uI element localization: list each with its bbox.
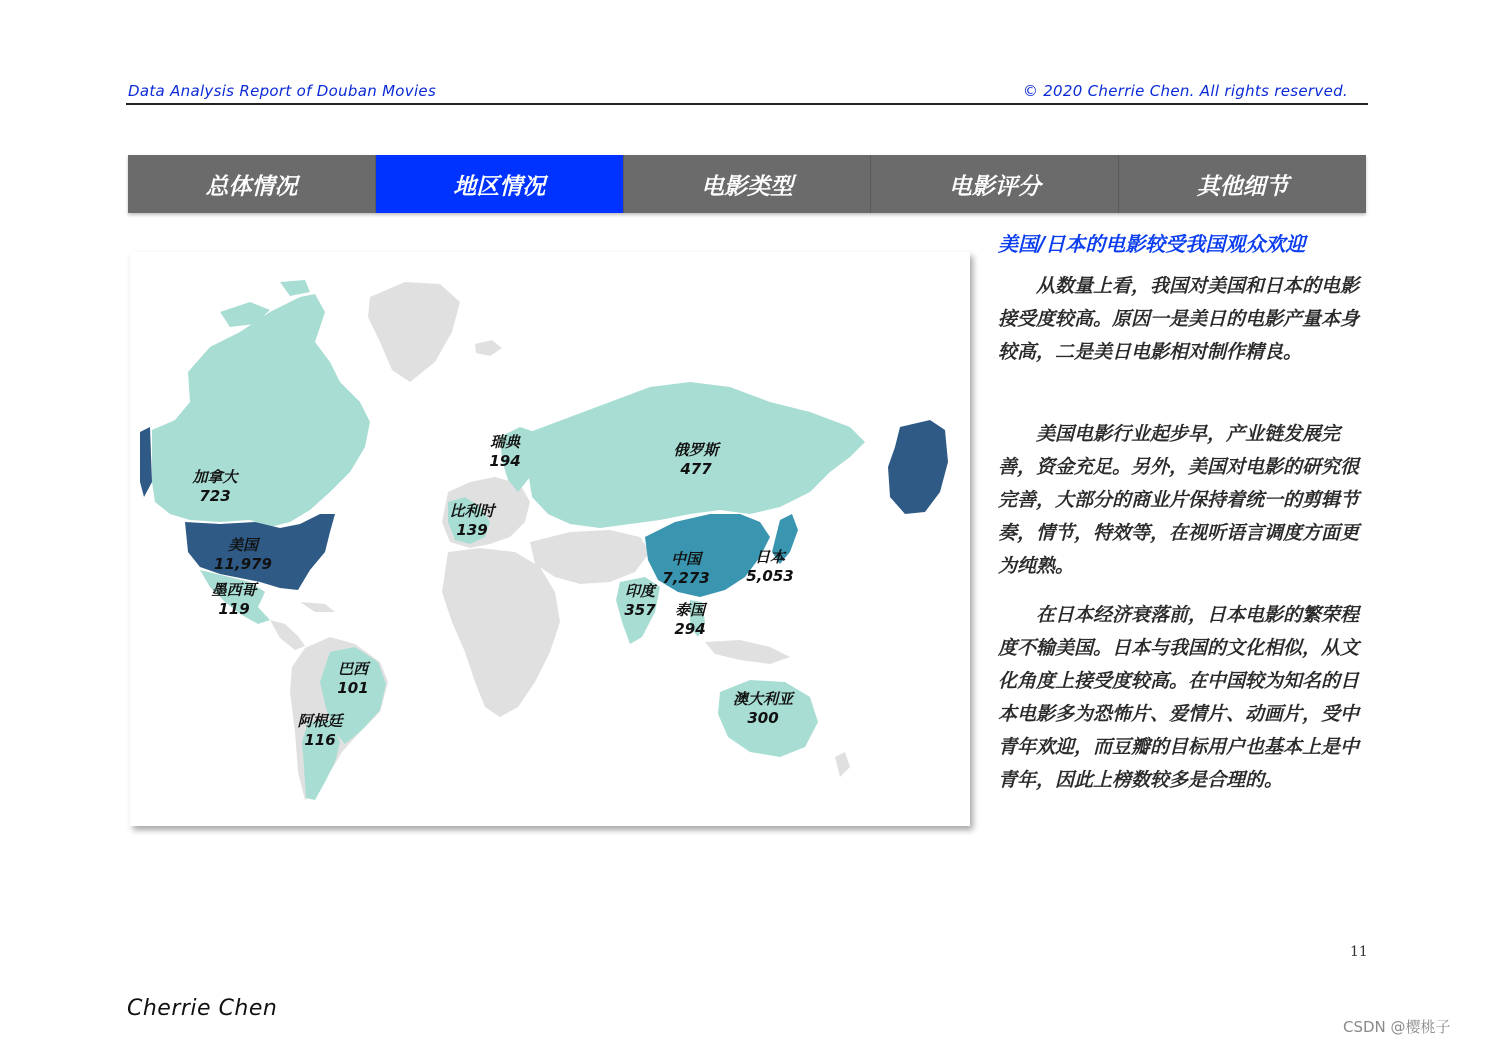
map-label-country: 墨西哥	[211, 581, 257, 599]
author-signature: Cherrie Chen	[127, 996, 278, 1021]
map-label-value: 139	[456, 521, 488, 539]
map-label-value: 300	[747, 709, 779, 727]
map-label-value: 477	[680, 460, 712, 478]
map-label-country: 巴西	[337, 660, 369, 678]
copyright-notice: © 2020 Cherrie Chen. All rights reserved.	[1022, 82, 1348, 100]
section-title: 美国/日本的电影较受我国观众欢迎	[998, 232, 1306, 256]
region-far-east	[888, 420, 948, 514]
paragraph-3: 在日本经济衰落前，日本电影的繁荣程度不输美国。日本与我国的文化相似，从文化角度上接受度较高。在中国较为知名的日本电影多为恐怖片、爱情片、动画片，受中青年欢迎，而豆瓣的目标用户也基本上是中青年，因此上榜数较多是合理的。	[998, 604, 1360, 791]
map-label-value: 294	[674, 620, 706, 638]
tab-rating[interactable]: 电影评分	[871, 155, 1119, 213]
region-alaska	[140, 427, 152, 497]
header-divider	[126, 103, 1368, 105]
region-iceland	[475, 340, 502, 356]
region-caribbean	[300, 602, 335, 612]
map-label-value: 5,053	[746, 567, 794, 585]
region-africa	[442, 548, 560, 717]
region-middle-east	[530, 530, 650, 584]
paragraph-2: 美国电影行业起步早，产业链发展完善，资金充足。另外，美国对电影的研究很完善，大部分的商业片保持着统一的剪辑节奏，情节，特效等，在视听语言调度方面更为纯熟。	[998, 423, 1360, 577]
page-number: 11	[1350, 944, 1368, 960]
tab-region[interactable]: 地区情况	[376, 155, 624, 213]
map-label-country: 比利时	[449, 502, 495, 520]
paragraph-1: 从数量上看，我国对美国和日本的电影接受度较高。原因一是美日的电影产量本身较高，二是美日电影相对制作精良。	[998, 275, 1360, 363]
region-canada	[152, 294, 370, 527]
world-map	[130, 252, 970, 826]
map-label-country: 美国	[227, 536, 259, 554]
map-label-country: 中国	[670, 550, 702, 568]
map-label-country: 阿根廷	[297, 712, 343, 730]
map-label-country: 澳大利亚	[732, 690, 794, 708]
map-label-value: 194	[489, 452, 521, 470]
region-se-asia	[705, 640, 790, 664]
map-label-value: 357	[624, 601, 656, 619]
tab-details[interactable]: 其他细节	[1119, 155, 1366, 213]
region-greenland	[368, 282, 460, 382]
map-label-value: 119	[218, 600, 250, 618]
map-label-country: 印度	[624, 582, 656, 600]
map-label-value: 723	[199, 487, 231, 505]
map-label-country: 日本	[754, 548, 786, 566]
map-label-value: 116	[304, 731, 336, 749]
tab-overall[interactable]: 总体情况	[128, 155, 376, 213]
watermark: CSDN @樱桃子	[1343, 1018, 1451, 1036]
region-new-zealand	[835, 752, 850, 777]
map-label-country: 泰国	[674, 601, 706, 619]
map-label-value: 101	[337, 679, 369, 697]
map-label-country: 瑞典	[489, 433, 521, 451]
map-label-value: 7,273	[662, 569, 710, 587]
tab-genre[interactable]: 电影类型	[624, 155, 872, 213]
section-nav	[128, 155, 1366, 213]
map-label-country: 俄罗斯	[673, 441, 719, 459]
map-label-value: 11,979	[214, 555, 272, 573]
region-central-america	[270, 620, 305, 650]
world-map-card	[130, 252, 970, 826]
map-label-country: 加拿大	[192, 468, 238, 486]
report-title: Data Analysis Report of Douban Movies	[128, 82, 437, 100]
